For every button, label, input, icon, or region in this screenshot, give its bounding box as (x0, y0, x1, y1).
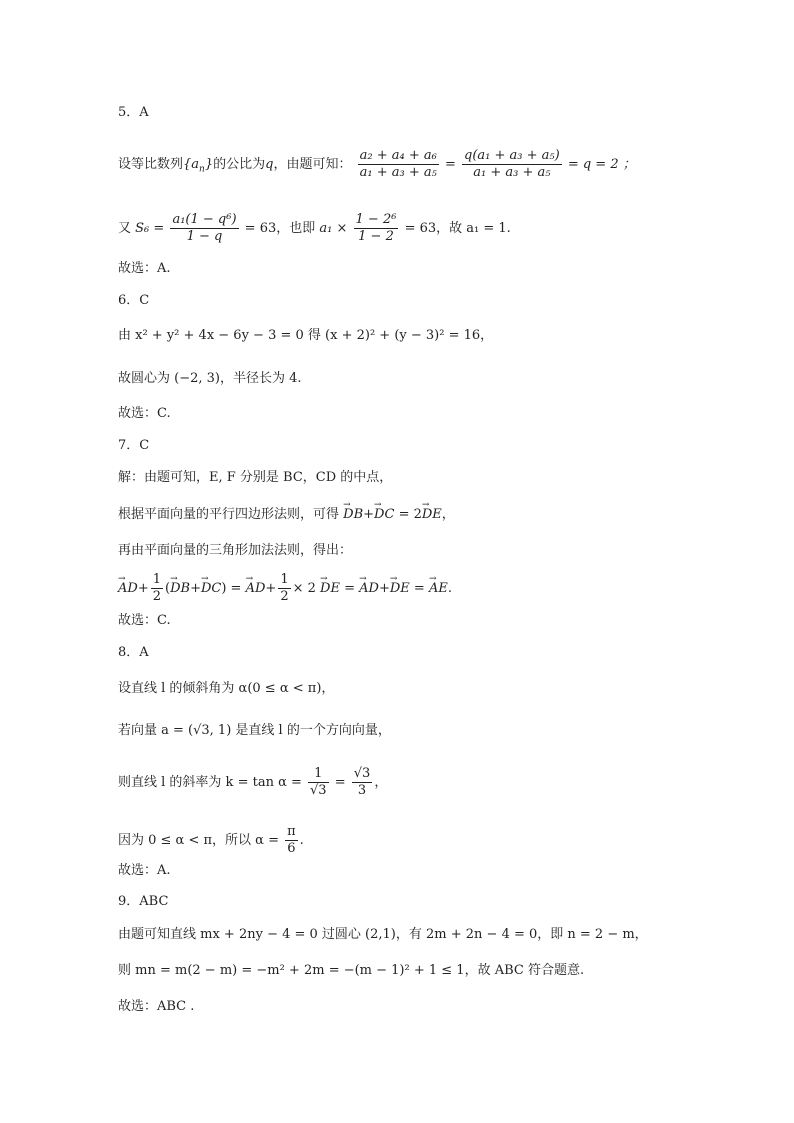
q5-line2 (118, 212, 511, 245)
q8-l3-tail: ， (374, 775, 388, 790)
q7-l4-end: . (447, 581, 452, 596)
q5-l1-seq-sub: n (199, 164, 205, 175)
q7-l4-ae: → AE (429, 580, 448, 598)
q9-answer: 故选：ABC . (118, 999, 195, 1014)
q8-title: 8．A (118, 645, 149, 660)
q7-l4-plus1: + (137, 581, 149, 596)
q5-l1-seq-close: } (204, 157, 214, 172)
q5-l1-seq: {a (183, 157, 200, 172)
q7-l4-de: → DE (320, 580, 340, 598)
q8-line2: 若向量 a = (√3, 1) 是直线 l 的一个方向向量， (118, 723, 391, 738)
q8-l4-pre: 因为 0 ≤ α < π，所以 α = (118, 833, 279, 848)
q8-l4-frac: $\frac{\pi}{6}$ (287, 824, 296, 856)
q7-title: 7．C (118, 438, 150, 453)
q7-l2-plus: + (363, 507, 375, 522)
q5-l2-tail: = 63，故 a₁ = 1. (404, 221, 511, 236)
q5-l1-after: ，由题可知： (273, 157, 352, 172)
q5-l2-pre: 又 (118, 221, 132, 236)
q8-l4-tail: . (299, 833, 304, 848)
q5-l2-s6: S₆ = (135, 221, 165, 236)
q7-l4-paren-open: ( (165, 581, 171, 596)
q5-answer: 故选：A. (118, 261, 171, 276)
q7-l4-ad3: → AD (359, 580, 379, 598)
q9-line2: 则 mn = m(2 − m) = −m² + 2m = −(m − 1)² + 1 ≤ 1，故 ABC 符合题意. (118, 963, 585, 978)
q5-l1-pre: 设等比数列 (118, 157, 184, 172)
q6-line1: 由 x² + y² + 4x − 6y − 3 = 0 得 (x + 2)² + (y − 3)² = 16， (118, 328, 494, 343)
q7-l4-dc: → DC (201, 580, 221, 598)
q7-l2-eq: = 2 (398, 507, 422, 522)
q7-l4-plus2: + (190, 581, 201, 596)
q7-l4-plus3: + (265, 581, 277, 596)
q7-l4-ad2: → AD (246, 580, 266, 598)
q5-frac1: $\frac{\text{a₂ + a₄ + a₆}}{\text{a₁ + a₃ + a₅}}$ (359, 148, 437, 180)
q5-frac4: $\frac{\text{1 − 2⁶}}{1 - 2}$ (355, 212, 397, 244)
q5-tail: = q = 2 ； (567, 157, 636, 172)
q7-l4-eq3: = (413, 581, 425, 596)
q8-l3-pre: 则直线 l 的斜率为 k = tan α = (118, 775, 302, 790)
q8-line4 (118, 824, 304, 857)
q7-line4 (118, 572, 452, 605)
q7-l4-frac1: $\frac{1}{2}$ (152, 572, 161, 604)
q7-l2-tail: ， (441, 507, 455, 522)
q5-l1-mid: 的公比为 (213, 157, 266, 172)
q7-l4-de2: → DE (390, 580, 410, 598)
q8-l3-frac1: $\frac{1}{√3}$ (310, 766, 327, 798)
q5-eq: = (444, 157, 456, 172)
q7-l4-plus4: + (378, 581, 390, 596)
q9-title: 9．ABC (118, 894, 169, 909)
q5-frac2: $\frac{\text{q(a₁ + a₃ + a₅)}}{\text{a₁ + a₃ + a₅}}$ (464, 148, 560, 180)
q9-line1: 由题可知直线 mx + 2ny − 4 = 0 过圆心 (2,1)，有 2m + 2n − 4 = 0，即 n = 2 − m， (118, 927, 648, 942)
q5-l2-a1x: a₁ × (319, 221, 348, 236)
q8-line3 (118, 766, 387, 799)
q7-vec-db: → DB (343, 506, 363, 524)
q7-l4-eq2: = (344, 581, 355, 596)
q7-vec-de: → DE (422, 506, 442, 524)
q5-l1-q: q (265, 157, 274, 172)
q7-vec-dc: → DC (374, 506, 394, 524)
q7-line1: 解：由题可知，E, F 分别是 BC，CD 的中点， (118, 470, 393, 485)
q6-line2: 故圆心为 (−2, 3)，半径长为 4. (118, 371, 302, 386)
q7-l4-ad: → AD (118, 580, 138, 598)
q5-frac3: $\frac{\text{a₁(1 − q⁶)}}{1 - q}$ (172, 212, 237, 244)
q6-title: 6．C (118, 293, 150, 308)
q7-l4-paren-close: ) = (221, 581, 242, 596)
q8-l3-eq: = (334, 775, 346, 790)
q5-title: 5．A (118, 105, 149, 120)
q7-l4-frac2: $\frac{1}{2}$ (280, 572, 289, 604)
q7-l4-times: × 2 (292, 581, 316, 596)
q7-l4-db: → DB (170, 580, 190, 598)
q5-line1 (118, 148, 636, 181)
q7-line2 (118, 506, 455, 524)
q7-l2-pre: 根据平面向量的平行四边形法则，可得 (118, 507, 340, 522)
q7-answer: 故选：C. (118, 613, 171, 628)
q8-l3-frac2: $\frac{√3}{3}$ (353, 766, 371, 798)
q6-answer: 故选：C. (118, 406, 171, 421)
q8-line1: 设直线 l 的倾斜角为 α(0 ≤ α < π)， (118, 681, 335, 696)
q5-l2-eq63: = 63，也即 (244, 221, 316, 236)
q8-answer: 故选：A. (118, 863, 171, 878)
q7-line3: 再由平面向量的三角形加法法则，得出： (118, 543, 353, 558)
